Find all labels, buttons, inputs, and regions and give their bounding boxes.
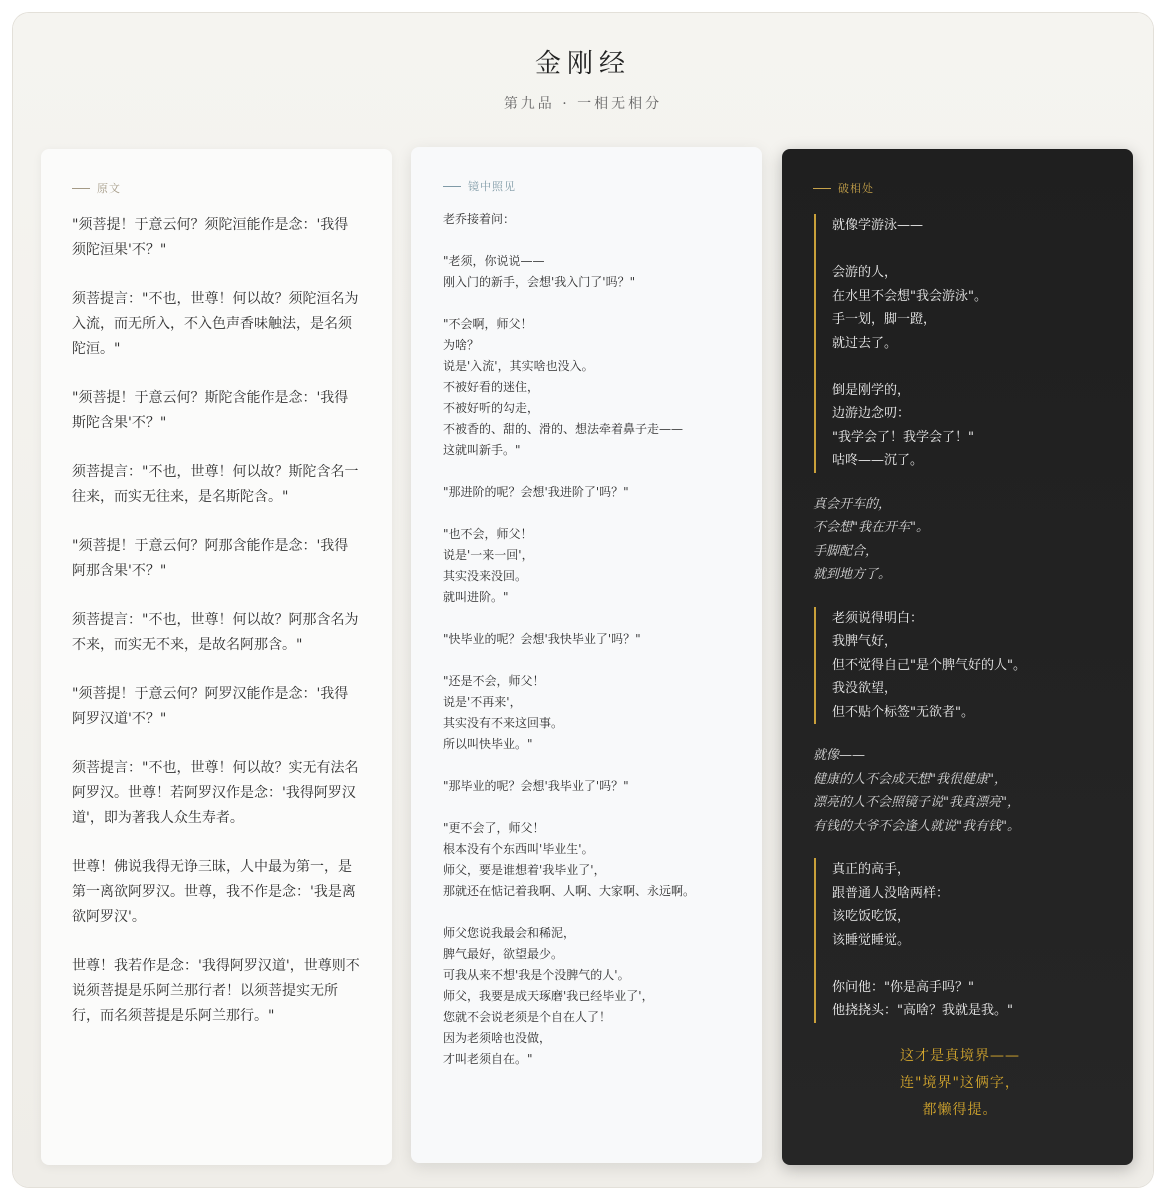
- mirror-line: "也不会，师父！: [443, 527, 533, 541]
- original-text-card: [41, 149, 392, 1165]
- commentary-line: 老须说得明白：: [832, 610, 924, 626]
- broken-label-text: 破相处: [838, 182, 874, 195]
- original-paragraph: 世尊！佛说我得无诤三昧，人中最为第一，是第一离欲阿罗汉。世尊，我不作是念：'我是离欲阿罗汉'。: [72, 859, 356, 925]
- commentary-line: 不会想"我在开车"。: [813, 520, 929, 535]
- mirror-line: "那毕业的呢？会想'我毕业了'吗？": [443, 779, 629, 793]
- commentary-line: 手一划，脚一蹬，: [832, 312, 937, 327]
- mirror-paragraph: [443, 209, 732, 230]
- mirror-paragraph: [443, 923, 732, 1070]
- original-paragraph: "须菩提！于意云何？阿罗汉能作是念：'我得阿罗汉道'不？": [72, 686, 349, 727]
- original-paragraph: 须菩提言："不也，世尊！何以故？须陀洹名为入流，而无所入，不入色声香味触法，是名须陀洹。": [72, 291, 359, 357]
- commentary-line: 就过去了。: [832, 335, 898, 351]
- page-title: 金刚经: [534, 49, 631, 79]
- mirror-line: "快毕业的呢？会想'我快毕业了'吗？": [443, 632, 641, 646]
- label-dash: [813, 188, 831, 189]
- mirror-paragraph: [443, 524, 732, 608]
- mirror-paragraph: [443, 671, 732, 755]
- mirror-paragraph: [443, 818, 732, 902]
- mirror-line: 脾气最好，欲望最少。: [443, 947, 564, 961]
- original-paragraph: 须菩提言："不也，世尊！何以故？阿那含名为不来，而实无不来，是故名阿那含。": [72, 612, 359, 653]
- mirror-line: 才叫老须自在。": [443, 1052, 533, 1066]
- commentary-line: 真正的高手，: [832, 862, 911, 877]
- commentary-line: [832, 952, 1107, 976]
- mirror-line: "还是不会，师父！: [443, 674, 545, 688]
- mirror-line: 师父，我要是成天琢磨'我已经毕业了'，: [443, 989, 654, 1003]
- commentary-line: 我脾气好，: [832, 634, 898, 649]
- mirror-line: 就叫进阶。": [443, 590, 509, 604]
- original-paragraph: "须菩提！于意云何？须陀洹能作是念：'我得须陀洹果'不？": [72, 217, 349, 258]
- mirror-line: "不会啊，师父！: [443, 317, 533, 331]
- mirror-label-text: 镜中照见: [468, 180, 516, 193]
- mirror-card: [411, 147, 762, 1163]
- commentary-line: 漂亮的人不会照镜子说"我真漂亮"，: [813, 795, 1020, 810]
- commentary-line: 咕咚——沉了。: [832, 453, 924, 468]
- original-paragraph: 世尊！我若作是念：'我得阿罗汉道'，世尊则不说须菩提是乐阿兰那行者！以须菩提实无所行，而名须菩提是乐阿兰那行。": [72, 958, 360, 1024]
- commentary-line: 跟普通人没啥两样：: [832, 885, 950, 901]
- commentary-line: 健康的人不会成天想"我很健康"，: [813, 771, 1007, 787]
- original-label-text: 原文: [97, 182, 121, 195]
- chapter-subtitle: 第九品 · 一相无相分: [503, 96, 663, 112]
- italic-block: [813, 493, 1107, 587]
- commentary-line: [832, 238, 1107, 262]
- mirror-line: 师父您说我最会和稀泥，: [443, 926, 576, 940]
- original-label: [72, 179, 362, 197]
- mirror-paragraph: [443, 776, 732, 797]
- broken-form-card: [782, 149, 1133, 1165]
- commentary-line: 就像——: [813, 748, 866, 763]
- commentary-line: 这才是真境界——: [900, 1047, 1020, 1064]
- commentary-line: 倒是刚学的，: [832, 382, 911, 398]
- commentary-line: 连"境界"这俩字，: [900, 1074, 1020, 1091]
- mirror-line: 不被好看的迷住，: [443, 380, 540, 394]
- mirror-line: 刚入门的新手，会想'我入门了'吗？": [443, 275, 636, 289]
- mirror-line: "更不会了，师父！: [443, 821, 545, 835]
- original-text: [72, 213, 362, 1029]
- broken-commentary: [813, 214, 1107, 1124]
- commentary-line: 在水里不会想"我会游泳"。: [832, 288, 987, 304]
- mirror-line: 其实没来没回。: [443, 569, 528, 583]
- commentary-line: 就到地方了。: [813, 567, 892, 582]
- mirror-line: 师父，要是谁想着'我毕业了'，: [443, 863, 606, 877]
- mirror-line: 其实没有不来这回事。: [443, 716, 564, 730]
- broken-label: [813, 179, 1107, 197]
- commentary-line: 边游边念叨：: [832, 406, 911, 421]
- mirror-line: 说是'入流'，其实啥也没入。: [443, 359, 594, 373]
- quote-block: [814, 858, 1107, 1023]
- mirror-line: 所以叫快毕业。": [443, 737, 533, 751]
- commentary-line: 但不贴个标签"无欲者"。: [832, 704, 974, 720]
- mirror-line: "老须，你说说——: [443, 254, 545, 268]
- mirror-line: 不被香的、甜的、滑的、想法牵着鼻子走——: [443, 422, 684, 436]
- commentary-line: 该睡觉睡觉。: [832, 932, 911, 948]
- mirror-line: 根本没有个东西叫'毕业生'。: [443, 842, 594, 856]
- mirror-line: 这就叫新手。": [443, 443, 521, 457]
- mirror-line: 说是'不再来'，: [443, 695, 522, 709]
- mirror-paragraph: [443, 251, 732, 293]
- italic-block: [813, 744, 1107, 838]
- mirror-line: "那进阶的呢？会想'我进阶了'吗？": [443, 485, 629, 499]
- commentary-line: 我没欲望，: [832, 681, 898, 696]
- quote-block: [814, 607, 1107, 725]
- label-dash: [72, 188, 90, 189]
- mirror-line: 老乔接着问：: [443, 212, 516, 226]
- closing-verse: [813, 1043, 1107, 1124]
- commentary-line: 手脚配合，: [813, 543, 879, 559]
- commentary-line: 都懒得提。: [922, 1101, 998, 1118]
- commentary-line: 他挠挠头："高啥？我就是我。": [832, 1003, 1013, 1018]
- quote-block: [814, 214, 1107, 473]
- mirror-line: 可我从来不想'我是个没脾气的人'。: [443, 968, 630, 982]
- mirror-line: 不被好听的勾走，: [443, 401, 540, 415]
- label-dash: [443, 186, 461, 187]
- mirror-line: 您就不会说老须是个自在人了！: [443, 1010, 612, 1024]
- commentary-line: "我学会了！我学会了！": [832, 429, 974, 445]
- commentary-line: 但不觉得自己"是个脾气好的人"。: [832, 657, 1026, 673]
- mirror-label: [443, 177, 732, 195]
- mirror-paragraph: [443, 314, 732, 461]
- original-paragraph: "须菩提！于意云何？阿那含能作是念：'我得阿那含果'不？": [72, 538, 349, 579]
- mirror-dialogue: [443, 209, 732, 1070]
- page-frame: [13, 13, 1153, 1187]
- mirror-line: 为啥？: [443, 338, 480, 352]
- commentary-line: 会游的人，: [832, 265, 898, 280]
- mirror-line: 那就还在惦记着我啊、人啊、大家啊、永远啊。: [443, 884, 696, 898]
- commentary-line: 就像学游泳——: [832, 218, 924, 233]
- mirror-paragraph: [443, 482, 732, 503]
- commentary-line: 有钱的大爷不会逢人就说"我有钱"。: [813, 818, 1020, 834]
- mirror-paragraph: [443, 629, 732, 650]
- commentary-line: 该吃饭吃饭，: [832, 909, 911, 924]
- original-paragraph: 须菩提言："不也，世尊！何以故？斯陀含名一往来，而实无往来，是名斯陀含。": [72, 464, 359, 505]
- commentary-line: [832, 355, 1107, 379]
- mirror-line: 因为老须啥也没做，: [443, 1031, 552, 1045]
- commentary-line: 你问他："你是高手吗？": [832, 979, 974, 995]
- original-paragraph: "须菩提！于意云何？斯陀含能作是念：'我得斯陀含果'不？": [72, 390, 349, 431]
- commentary-line: 真会开车的，: [813, 496, 892, 512]
- original-paragraph: 须菩提言："不也，世尊！何以故？实无有法名阿罗汉。世尊！若阿罗汉作是念：'我得阿罗汉道'，即为著我人众生寿者。: [72, 760, 359, 826]
- mirror-line: 说是'一来一回'，: [443, 548, 534, 562]
